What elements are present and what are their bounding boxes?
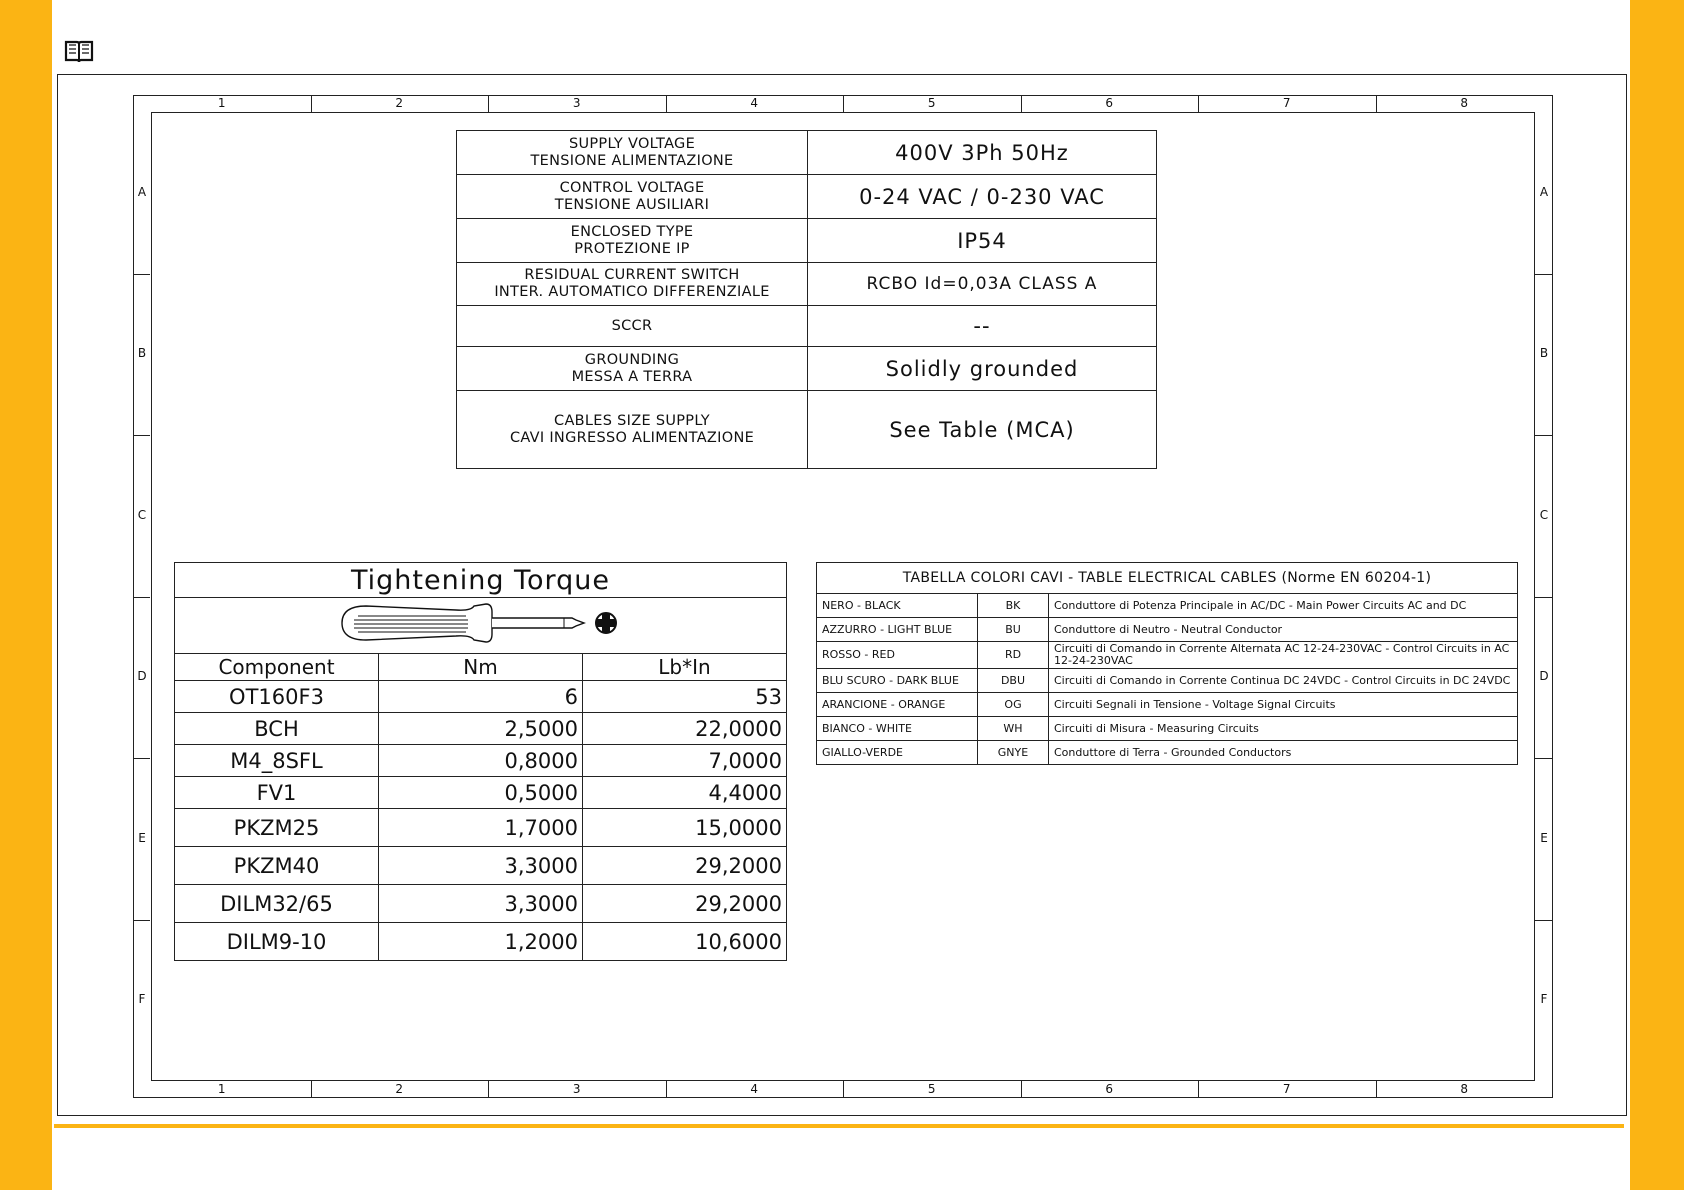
- tightening-torque-table: [174, 562, 787, 961]
- grid-column-1-top: 1: [217, 96, 226, 110]
- torque-component: BCH: [175, 713, 379, 745]
- torque-lbin: 53: [583, 681, 787, 713]
- grid-column-divider: [843, 95, 844, 112]
- grid-column-divider: [666, 1081, 667, 1098]
- cable-colors-table: [816, 562, 1518, 765]
- grid-column-divider: [1376, 95, 1377, 112]
- cable-color-name: NERO - BLACK: [817, 594, 978, 618]
- torque-component: OT160F3: [175, 681, 379, 713]
- torque-nm: 1,2000: [379, 923, 583, 961]
- torque-header-lbin: Lb*In: [583, 654, 787, 681]
- torque-nm: 3,3000: [379, 885, 583, 923]
- spec-row: [457, 131, 1157, 175]
- spec-row: [457, 263, 1157, 306]
- cable-row: [817, 618, 1518, 642]
- torque-lbin: 4,4000: [583, 777, 787, 809]
- cable-color-name: GIALLO-VERDE: [817, 741, 978, 765]
- grid-column-divider: [488, 1081, 489, 1098]
- cable-table-title: TABELLA COLORI CAVI - TABLE ELECTRICAL CABLES (Norme EN 60204-1): [817, 563, 1518, 594]
- cable-color-name: BIANCO - WHITE: [817, 717, 978, 741]
- spec-label-it: TENSIONE AUSILIARI: [554, 196, 710, 213]
- bottom-accent-rule: [54, 1124, 1624, 1128]
- spec-label-it: INTER. AUTOMATICO DIFFERENZIALE: [494, 284, 770, 300]
- grid-column-7-top: 7: [1282, 96, 1291, 110]
- grid-column-divider: [1021, 1081, 1022, 1098]
- torque-row: [175, 809, 787, 847]
- spec-value: 0-24 VAC / 0-230 VAC: [808, 175, 1157, 219]
- grid-column-divider: [488, 95, 489, 112]
- grid-column-5-top: 5: [927, 96, 936, 110]
- torque-row: [175, 847, 787, 885]
- spec-value: --: [808, 306, 1157, 347]
- grid-row-divider: [133, 435, 150, 436]
- cable-color-code: OG: [978, 693, 1049, 717]
- grid-row-divider: [1535, 435, 1552, 436]
- spec-label: [457, 263, 808, 306]
- spec-label-en: RESIDUAL CURRENT SWITCH: [524, 267, 740, 283]
- grid-column-4-top: 4: [750, 96, 759, 110]
- cable-usage: Conduttore di Potenza Principale in AC/DC - Main Power Circuits AC and DC: [1049, 594, 1518, 618]
- torque-header-nm: Nm: [379, 654, 583, 681]
- torque-nm: 1,7000: [379, 809, 583, 847]
- grid-row-divider: [133, 597, 150, 598]
- torque-nm: 0,8000: [379, 745, 583, 777]
- grid-column-5-bottom: 5: [927, 1082, 936, 1096]
- spec-label-it: TENSIONE ALIMENTAZIONE: [530, 152, 734, 169]
- book-icon: [64, 38, 94, 64]
- torque-lbin: 15,0000: [583, 809, 787, 847]
- cable-row: [817, 693, 1518, 717]
- spec-label: [457, 131, 808, 175]
- torque-component: FV1: [175, 777, 379, 809]
- grid-row-divider: [1535, 274, 1552, 275]
- grid-column-3-top: 3: [572, 96, 581, 110]
- right-accent-bar: [1630, 0, 1684, 1190]
- torque-component: M4_8SFL: [175, 745, 379, 777]
- grid-column-6-bottom: 6: [1105, 1082, 1114, 1096]
- grid-column-divider: [311, 1081, 312, 1098]
- grid-row-divider: [133, 274, 150, 275]
- screwdriver-illustration: [175, 598, 787, 654]
- torque-lbin: 29,2000: [583, 847, 787, 885]
- spec-row: [457, 175, 1157, 219]
- grid-row-divider: [1535, 920, 1552, 921]
- cable-row: [817, 594, 1518, 618]
- grid-row-B-right: B: [1539, 346, 1549, 361]
- left-accent-bar: [0, 0, 52, 1190]
- spec-label: [457, 391, 808, 469]
- grid-row-F-right: F: [1540, 992, 1548, 1007]
- spec-label-en: CABLES SIZE SUPPLY: [554, 412, 710, 429]
- spec-value: IP54: [808, 219, 1157, 263]
- torque-component: PKZM25: [175, 809, 379, 847]
- grid-column-divider: [1376, 1081, 1377, 1098]
- grid-row-D-left: D: [137, 669, 147, 684]
- cable-row: [817, 741, 1518, 765]
- grid-column-8-top: 8: [1460, 96, 1469, 110]
- spec-label: [457, 219, 808, 263]
- spec-label-en: SCCR: [611, 317, 653, 334]
- grid-row-divider: [133, 758, 150, 759]
- grid-row-D-right: D: [1539, 669, 1549, 684]
- cable-color-code: RD: [978, 642, 1049, 669]
- spec-label-it: PROTEZIONE IP: [574, 240, 690, 257]
- torque-nm: 6: [379, 681, 583, 713]
- spec-label: [457, 347, 808, 391]
- torque-row: [175, 777, 787, 809]
- torque-title: Tightening Torque: [175, 563, 787, 598]
- grid-column-divider: [666, 95, 667, 112]
- cable-color-code: BK: [978, 594, 1049, 618]
- cable-usage: Conduttore di Terra - Grounded Conductors: [1049, 741, 1518, 765]
- grid-row-A-right: A: [1539, 184, 1549, 199]
- grid-column-divider: [1198, 95, 1199, 112]
- spec-label-it: MESSA A TERRA: [571, 368, 693, 385]
- grid-column-4-bottom: 4: [750, 1082, 759, 1096]
- grid-row-divider: [1535, 597, 1552, 598]
- grid-row-divider: [133, 920, 150, 921]
- cable-color-name: AZZURRO - LIGHT BLUE: [817, 618, 978, 642]
- cable-usage: Circuiti di Misura - Measuring Circuits: [1049, 717, 1518, 741]
- cable-row: [817, 669, 1518, 693]
- spec-label: [457, 306, 808, 347]
- torque-lbin: 7,0000: [583, 745, 787, 777]
- spec-label-it: CAVI INGRESSO ALIMENTAZIONE: [509, 429, 755, 446]
- spec-label-en: SUPPLY VOLTAGE: [568, 135, 696, 152]
- grid-row-F-left: F: [138, 992, 146, 1007]
- grid-column-2-top: 2: [395, 96, 404, 110]
- electrical-specifications-table: [456, 130, 1157, 469]
- torque-nm: 2,5000: [379, 713, 583, 745]
- torque-component: DILM32/65: [175, 885, 379, 923]
- spec-value: Solidly grounded: [808, 347, 1157, 391]
- grid-column-divider: [1021, 95, 1022, 112]
- spec-label-en: CONTROL VOLTAGE: [559, 179, 705, 196]
- cable-color-code: WH: [978, 717, 1049, 741]
- cable-color-code: GNYE: [978, 741, 1049, 765]
- grid-column-8-bottom: 8: [1460, 1082, 1469, 1096]
- spec-row: [457, 347, 1157, 391]
- torque-nm: 0,5000: [379, 777, 583, 809]
- spec-value: See Table (MCA): [808, 391, 1157, 469]
- grid-column-3-bottom: 3: [572, 1082, 581, 1096]
- cable-usage: Conduttore di Neutro - Neutral Conductor: [1049, 618, 1518, 642]
- cable-color-name: ROSSO - RED: [817, 642, 978, 669]
- cable-color-name: ARANCIONE - ORANGE: [817, 693, 978, 717]
- spec-row: [457, 306, 1157, 347]
- torque-header-component: Component: [175, 654, 379, 681]
- grid-row-E-right: E: [1540, 830, 1548, 845]
- torque-component: PKZM40: [175, 847, 379, 885]
- cable-usage: Circuiti Segnali in Tensione - Voltage Signal Circuits: [1049, 693, 1518, 717]
- torque-nm: 3,3000: [379, 847, 583, 885]
- torque-lbin: 29,2000: [583, 885, 787, 923]
- spec-label-en: ENCLOSED TYPE: [570, 223, 694, 240]
- grid-row-E-left: E: [138, 830, 146, 845]
- grid-row-divider: [1535, 758, 1552, 759]
- spec-row: [457, 391, 1157, 469]
- grid-row-C-left: C: [137, 507, 147, 522]
- cable-usage: Circuiti di Comando in Corrente Continua DC 24VDC - Control Circuits in DC 24VDC: [1049, 669, 1518, 693]
- grid-row-B-left: B: [137, 346, 147, 361]
- grid-column-divider: [843, 1081, 844, 1098]
- grid-column-7-bottom: 7: [1282, 1082, 1291, 1096]
- torque-row: [175, 923, 787, 961]
- torque-lbin: 10,6000: [583, 923, 787, 961]
- spec-value: RCBO Id=0,03A CLASS A: [808, 263, 1157, 306]
- spec-label: [457, 175, 808, 219]
- grid-row-C-right: C: [1539, 507, 1549, 522]
- spec-value: 400V 3Ph 50Hz: [808, 131, 1157, 175]
- spec-row: [457, 219, 1157, 263]
- screwdriver-icon: [336, 600, 626, 646]
- cable-color-code: BU: [978, 618, 1049, 642]
- grid-column-1-bottom: 1: [217, 1082, 226, 1096]
- cable-row: [817, 717, 1518, 741]
- torque-row: [175, 745, 787, 777]
- grid-row-A-left: A: [137, 184, 147, 199]
- grid-column-2-bottom: 2: [395, 1082, 404, 1096]
- cable-color-code: DBU: [978, 669, 1049, 693]
- spec-label-en: GROUNDING: [584, 351, 680, 368]
- torque-lbin: 22,0000: [583, 713, 787, 745]
- torque-component: DILM9-10: [175, 923, 379, 961]
- torque-row: [175, 681, 787, 713]
- cable-row: [817, 642, 1518, 669]
- torque-row: [175, 885, 787, 923]
- cable-usage: Circuiti di Comando in Corrente Alternata AC 12-24-230VAC - Control Circuits in AC 12-24-230VAC: [1049, 642, 1518, 669]
- grid-column-divider: [311, 95, 312, 112]
- cable-color-name: BLU SCURO - DARK BLUE: [817, 669, 978, 693]
- grid-column-divider: [1198, 1081, 1199, 1098]
- grid-column-6-top: 6: [1105, 96, 1114, 110]
- torque-row: [175, 713, 787, 745]
